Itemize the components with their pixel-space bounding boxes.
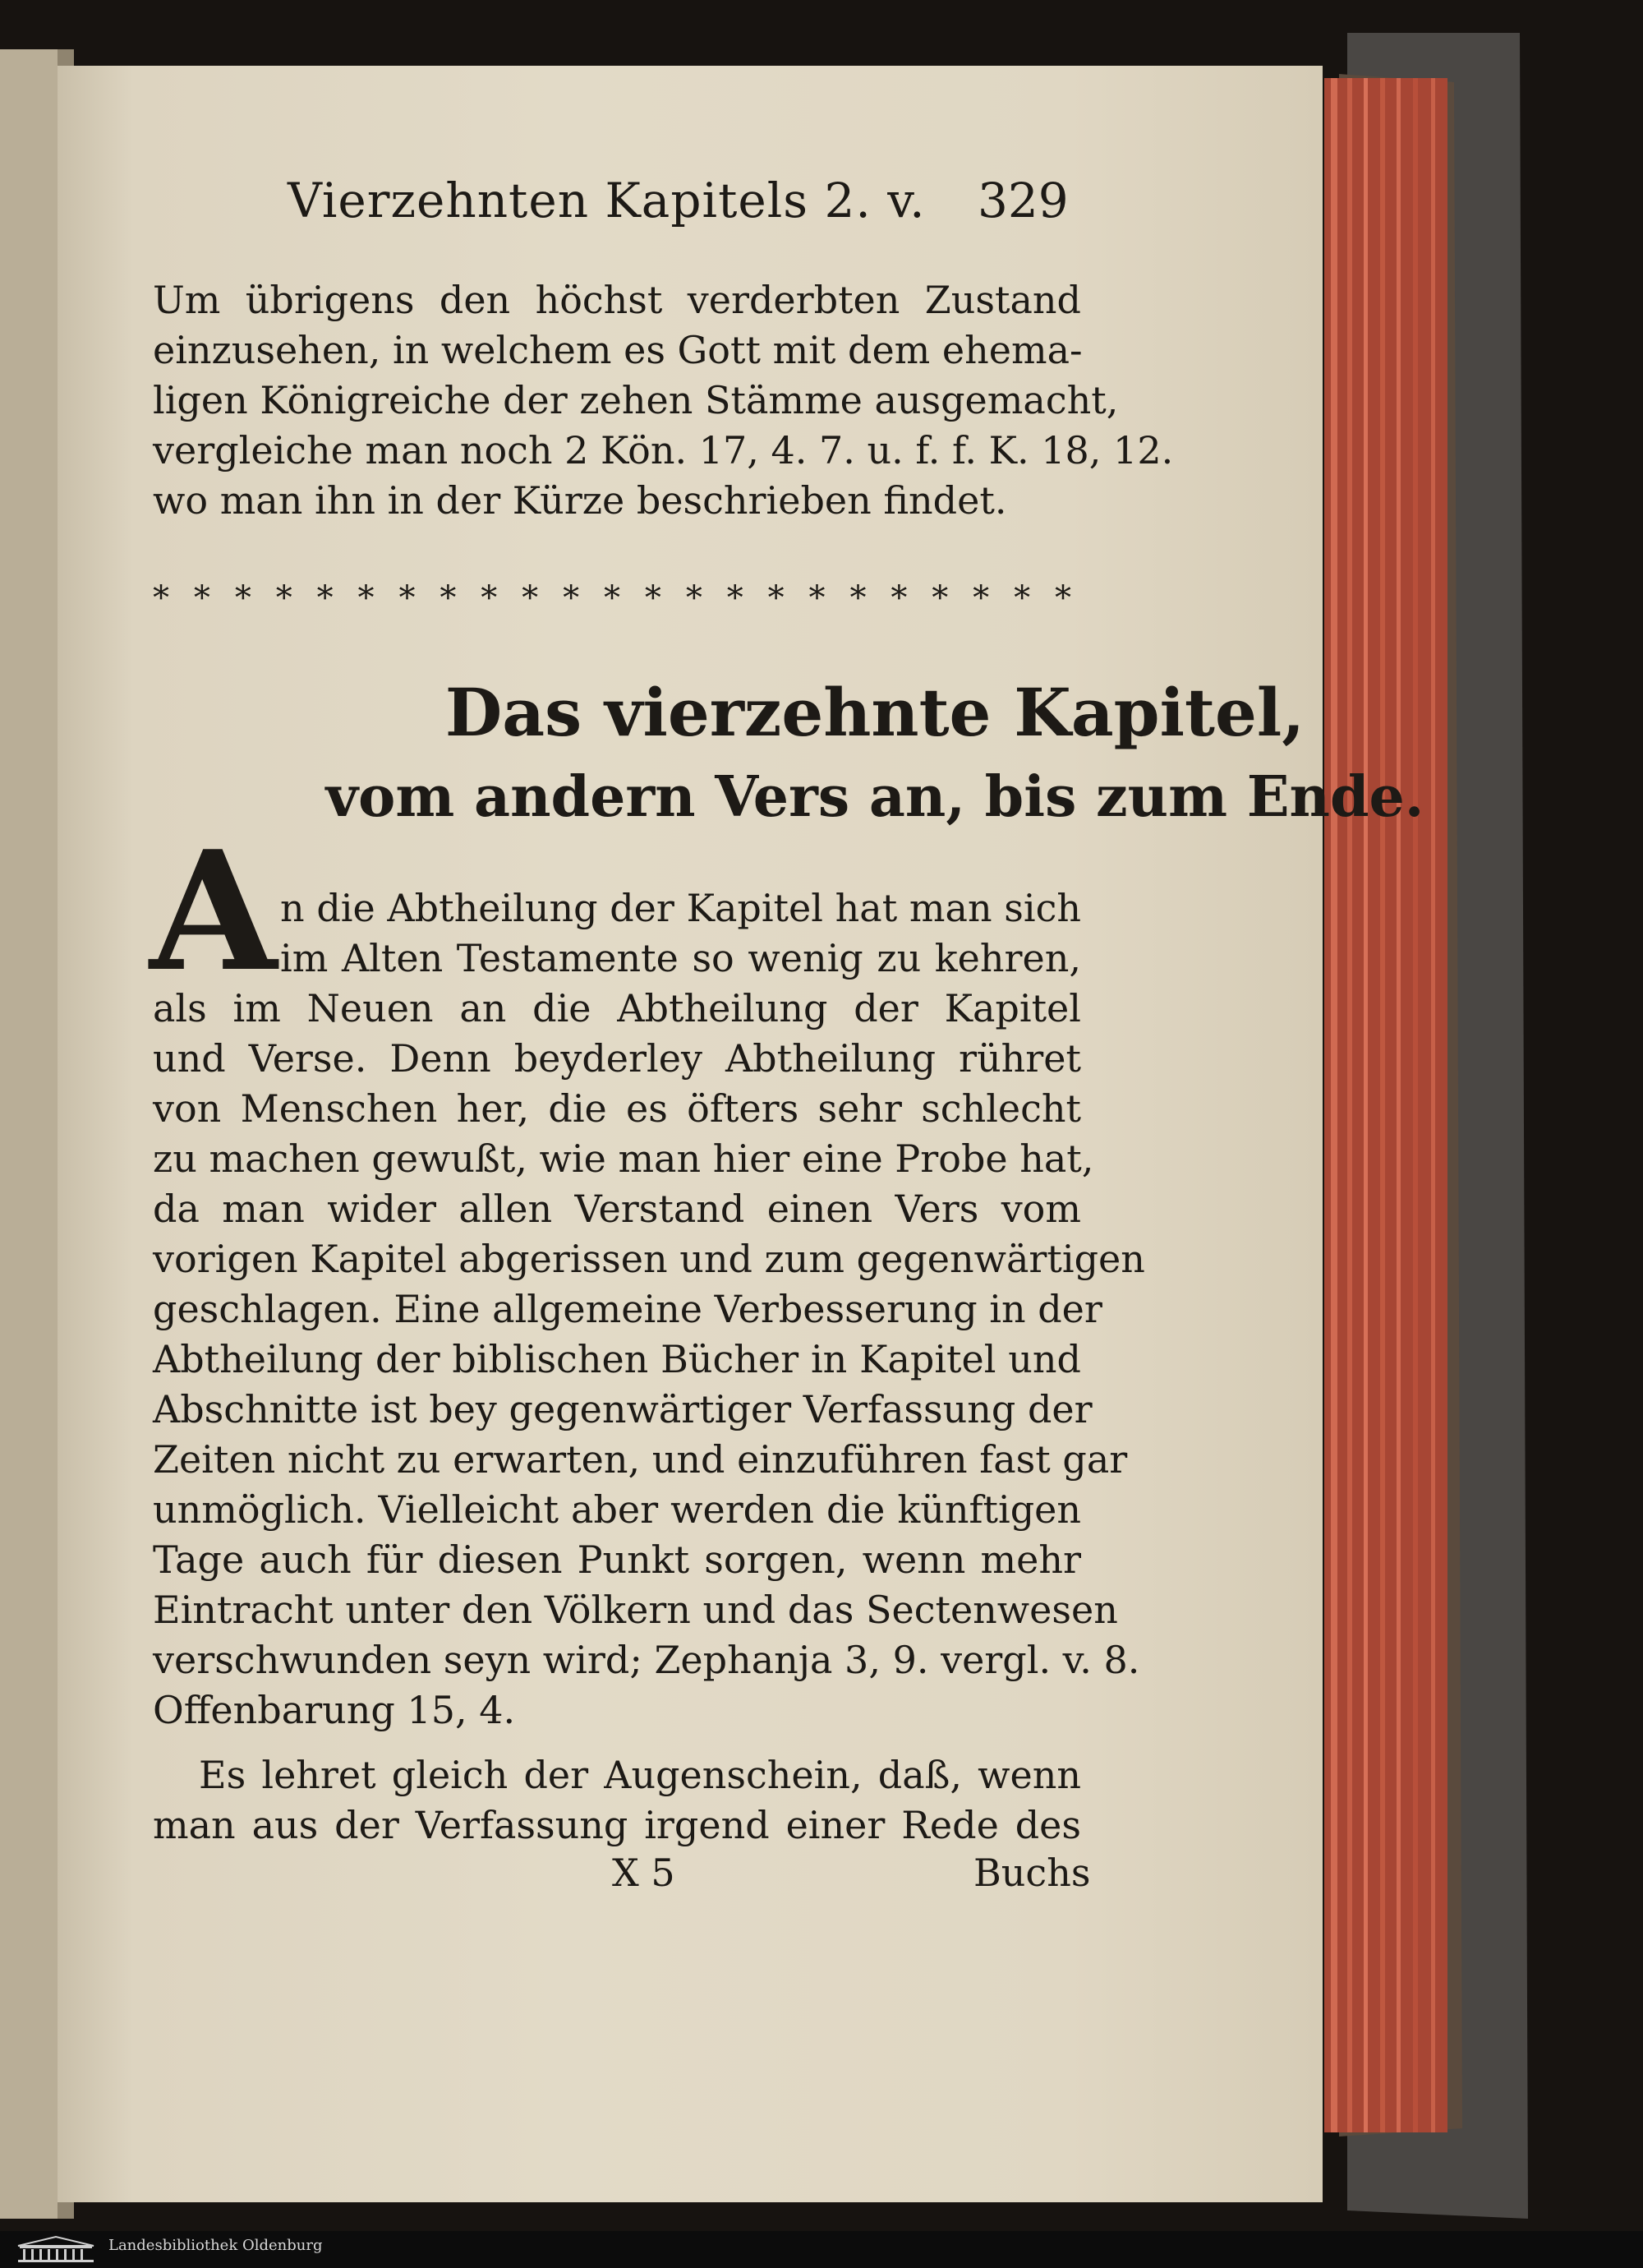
text-line: ligen Königreiche der zehen Stämme ausgemacht, — [153, 378, 1119, 422]
text-line: Um übrigens den höchst verderbten Zustand — [153, 278, 1081, 322]
text-line: Offenbarung 15, 4. — [153, 1688, 516, 1732]
text-line: Zeiten nicht zu erwarten, und einzuführen fast gar — [153, 1437, 1128, 1482]
text-line: Eintracht unter den Völkern und das Sectenwesen — [153, 1588, 1118, 1632]
text-line: Abschnitte ist bey gegenwärtiger Verfassung der — [153, 1387, 1093, 1431]
chapter-title: Das vierzehnte Kapitel, — [444, 674, 1305, 751]
text-line: Tage auch für diesen Punkt sorgen, wenn mehr — [153, 1537, 1081, 1582]
footer-library-label: Landesbibliothek Oldenburg — [108, 2237, 323, 2254]
running-head: Vierzehnten Kapitels 2. v. — [288, 173, 926, 228]
text-line: einzusehen, in welchem es Gott mit dem ehema- — [153, 328, 1083, 372]
text-line: n die Abtheilung der Kapitel hat man sich — [280, 886, 1081, 930]
text-line: da man wider allen Verstand einen Vers vom — [153, 1187, 1081, 1231]
paragraph-2 — [153, 883, 1145, 1736]
drop-cap: A — [150, 815, 278, 1008]
paragraph-3 — [153, 1750, 1081, 1851]
text-line: wo man ihn in der Kürze beschrieben findet. — [153, 478, 1007, 523]
paragraph-1 — [153, 275, 1174, 526]
catchword: Buchs — [973, 1851, 1091, 1895]
text-line: geschlagen. Eine allgemeine Verbesserung in der — [153, 1287, 1102, 1331]
text-line: verschwunden seyn wird; Zephanja 3, 9. vergl. v. 8. — [153, 1638, 1140, 1682]
page-number: 329 — [978, 173, 1069, 228]
text-line: von Menschen her, die es öfters sehr schlecht — [153, 1086, 1081, 1131]
library-building-icon — [15, 2234, 97, 2264]
asterisk-separator: * * * * * * * * * * * * * * * * * * * * * * * — [153, 579, 1073, 617]
text-line: Es lehret gleich der Augenschein, daß, wenn — [199, 1753, 1081, 1797]
signature-mark: X 5 — [612, 1851, 675, 1895]
page-edge-block — [1324, 78, 1447, 2132]
chapter-subtitle: vom andern Vers an, bis zum Ende. — [325, 764, 1424, 830]
text-line: man aus der Verfassung irgend einer Rede des — [153, 1803, 1081, 1847]
text-line: unmöglich. Vielleicht aber werden die künftigen — [153, 1487, 1081, 1532]
text-line: als im Neuen an die Abtheilung der Kapitel — [153, 986, 1081, 1030]
text-line: zu machen gewußt, wie man hier eine Probe hat, — [153, 1136, 1094, 1181]
text-line: vergleiche man noch 2 Kön. 17, 4. 7. u. f. f. K. 18, 12. — [153, 428, 1174, 472]
text-line: Abtheilung der biblischen Bücher in Kapitel und — [153, 1337, 1081, 1381]
text-line: vorigen Kapitel abgerissen und zum gegenwärtigen — [153, 1237, 1145, 1281]
text-line: im Alten Testamente so wenig zu kehren, — [280, 936, 1081, 980]
text-line: und Verse. Denn beyderley Abtheilung rühret — [153, 1036, 1081, 1081]
